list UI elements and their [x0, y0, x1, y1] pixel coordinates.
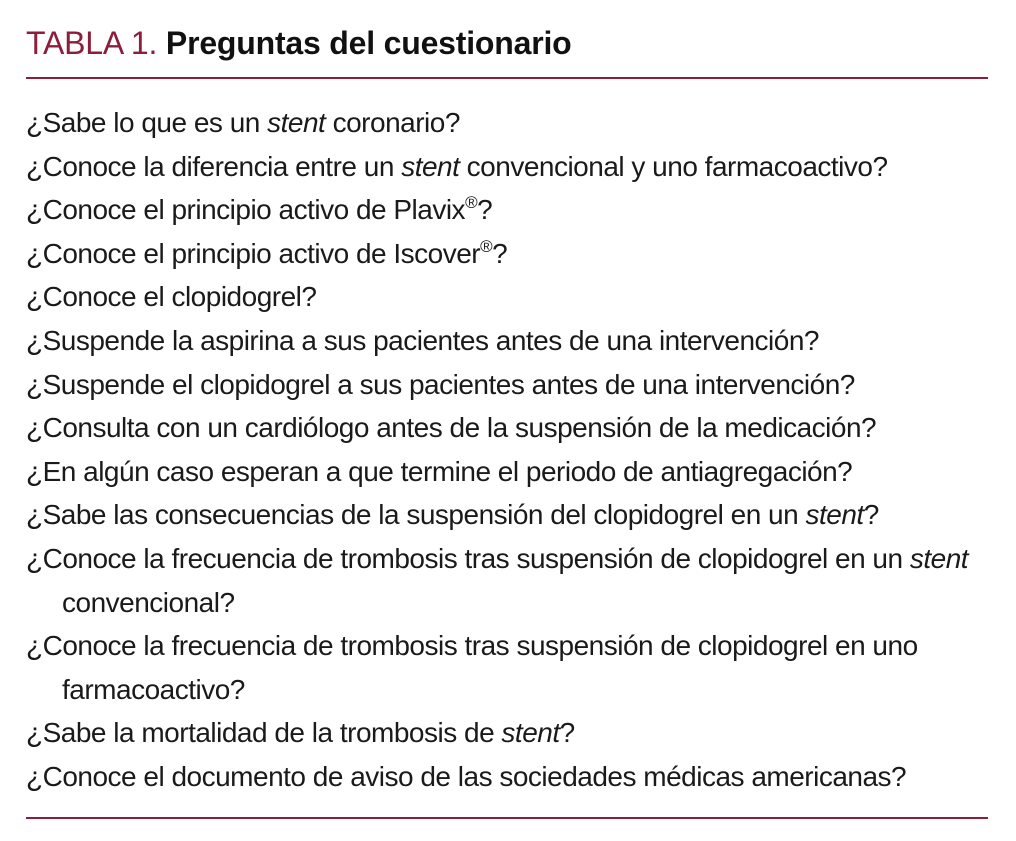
questionnaire-table — [26, 18, 988, 819]
question-item — [26, 755, 988, 799]
question-text: ¿Conoce el clopidogrel? — [26, 281, 317, 313]
question-item — [26, 624, 988, 711]
question-item — [26, 537, 988, 624]
question-text: ¿Sabe las consecuencias de la suspensión del clopidogrel en un — [26, 499, 806, 531]
table-label: TABLA 1. — [26, 25, 158, 61]
question-item — [26, 232, 988, 276]
question-item — [26, 101, 988, 145]
question-text: ? — [559, 717, 575, 749]
question-italic-term: stent — [805, 499, 864, 531]
question-item — [26, 319, 988, 363]
question-text: ¿Conoce la frecuencia de trombosis tras suspensión de clopidogrel en un — [26, 542, 910, 574]
question-text: ¿Conoce el principio activo de Iscover — [26, 237, 481, 269]
registered-mark: ® — [480, 236, 493, 256]
question-text: ¿Conoce el principio activo de Plavix — [26, 194, 466, 226]
question-text: ¿Suspende la aspirina a sus pacientes antes de una intervención? — [26, 324, 819, 356]
question-text: ¿En algún caso esperan a que termine el periodo de antiagregación? — [26, 455, 853, 487]
question-italic-term: stent — [909, 542, 969, 574]
registered-mark: ® — [465, 193, 478, 213]
question-item — [26, 493, 988, 537]
question-text: ? — [477, 194, 493, 226]
question-item — [26, 145, 988, 189]
question-text: ? — [863, 499, 879, 531]
bottom-divider — [26, 817, 988, 819]
question-item — [26, 711, 988, 755]
question-text: coronario? — [325, 107, 460, 138]
table-title-text: Preguntas del cuestionario — [165, 25, 572, 61]
question-text: ¿Conoce la diferencia entre un — [26, 150, 402, 182]
question-italic-term: stent — [267, 107, 326, 138]
question-text: ¿Conoce el documento de aviso de las sociedades médicas americanas? — [26, 760, 907, 792]
question-item — [26, 275, 988, 319]
question-text: convencional y uno farmacoactivo? — [459, 150, 888, 182]
question-text: ¿Sabe lo que es un — [26, 107, 268, 138]
question-italic-term: stent — [501, 717, 560, 749]
question-text: convencional? — [62, 586, 235, 618]
question-text: ¿Sabe la mortalidad de la trombosis de — [26, 717, 502, 749]
question-italic-term: stent — [401, 150, 460, 182]
question-text: ¿Consulta con un cardiólogo antes de la suspensión de la medicación? — [26, 412, 877, 444]
question-item — [26, 188, 988, 232]
question-list — [26, 79, 988, 817]
question-item — [26, 450, 988, 494]
question-item — [26, 363, 988, 407]
question-item — [26, 406, 988, 450]
question-text: ? — [492, 237, 508, 269]
question-text: ¿Suspende el clopidogrel a sus pacientes antes de una intervención? — [26, 368, 855, 400]
table-title — [26, 18, 988, 68]
question-text: ¿Conoce la frecuencia de trombosis tras suspensión de clopidogrel en uno farmacoactivo? — [26, 630, 918, 705]
